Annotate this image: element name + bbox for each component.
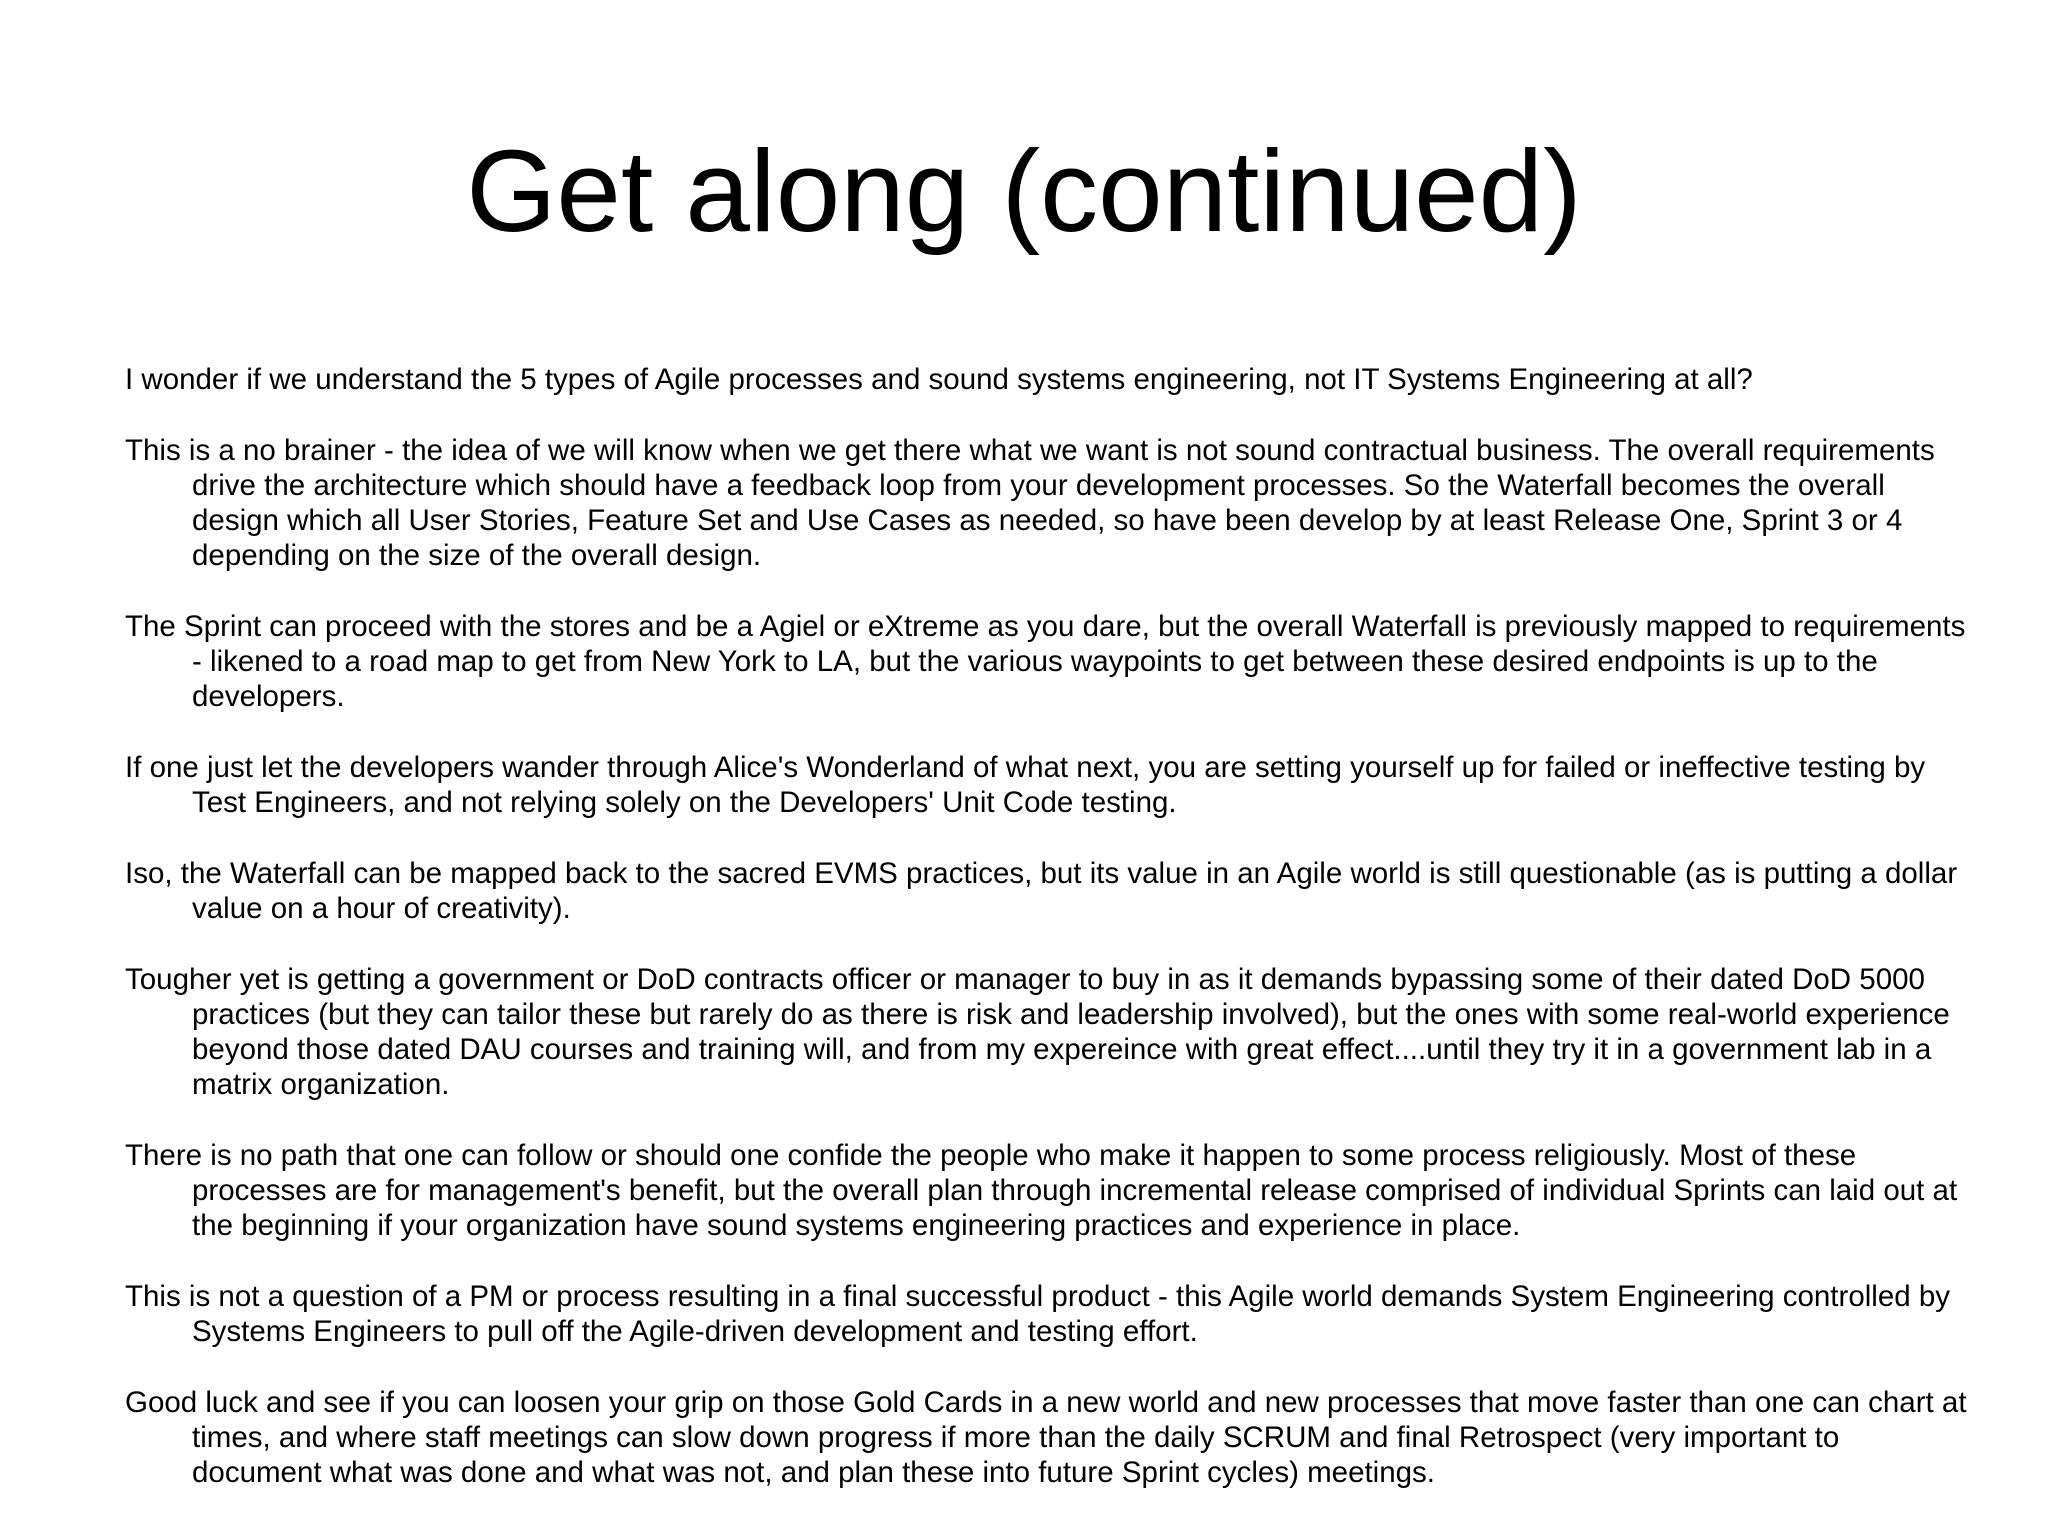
slide-title: Get along (continued) [466, 126, 1582, 256]
paragraph-dod: Tougher yet is getting a government or DoD contracts officer or manager to buy in as it demands bypassing some of their dated DoD 5000 practices (but they can tailor these but rarely do as there is risk and leadership involved), but the ones with some real-world experience beyond those dated DAU courses and training will, and from my expereince with great effect....until they try it in a government lab in a matrix organization. [125, 963, 1950, 1101]
paragraph-no-path: There is no path that one can follow or should one confide the people who make it happen to some process religiously. Most of these processes are for management's benefit, but the overall plan through incremental release comprised of individual Sprints can laid out at the beginning if your organization have sound systems engineering practices and experience in place. [125, 1139, 1958, 1242]
slide-body [125, 362, 1975, 1526]
paragraph-systems-engineering: This is not a question of a PM or process resulting in a final successful product - this Agile world demands System Engineering controlled by Systems Engineers to pull off the Agile-driven development and testing effort. [125, 1280, 1950, 1348]
paragraph-wonderland: If one just let the developers wander through Alice's Wonderland of what next, you are setting yourself up for failed or ineffective testing by Test Engineers, and not relying solely on the Developers' Unit Code testing. [125, 751, 1926, 819]
paragraph-evms: Iso, the Waterfall can be mapped back to the sacred EVMS practices, but its value in an Agile world is still questionable (as is putting a dollar value on a hour of creativity). [125, 857, 1958, 925]
paragraph-sprint: The Sprint can proceed with the stores and be a Agiel or eXtreme as you dare, but the overall Waterfall is previously mapped to requirements - likened to a road map to get from New York to LA, but the various waypoints to get between these desired endpoints is up to the developers. [125, 610, 1966, 713]
paragraph-no-brainer: This is a no brainer - the idea of we will know when we get there what we want is not sound contractual business. The overall requirements drive the architecture which should have a feedback loop from your development processes. So the Waterfall becomes the overall design which all User Stories, Feature Set and Use Cases as needed, so have been develop by at least Release One, Sprint 3 or 4 depending on the size of the overall design. [125, 434, 1935, 572]
paragraph-agile-types: I wonder if we understand the 5 types of Agile processes and sound systems engineering, not IT Systems Engineering at all? [125, 363, 1753, 396]
paragraph-good-luck: Good luck and see if you can loosen your grip on those Gold Cards in a new world and new processes that move faster than one can chart at times, and where staff meetings can slow down progress if more than the daily SCRUM and final Retrospect (very important to document what was done and what was not, and plan these into future Sprint cycles) meetings. [125, 1386, 1967, 1489]
